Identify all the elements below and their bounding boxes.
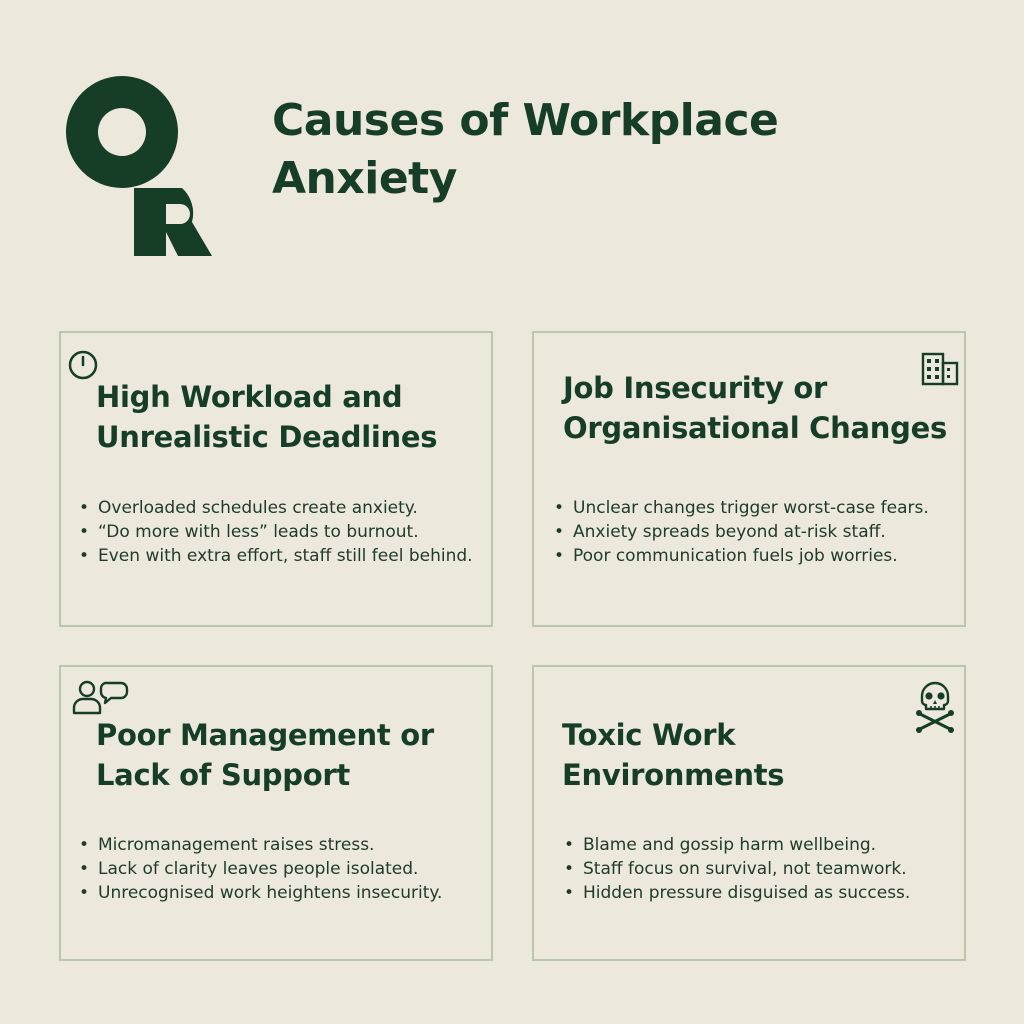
list-item: • Staff focus on survival, not teamwork. <box>564 857 910 881</box>
list-item: • Overloaded schedules create anxiety. <box>79 496 473 520</box>
card-title: Job Insecurity or Organisational Changes <box>563 371 947 445</box>
list-item: • Unrecognised work heightens insecurity. <box>79 881 442 905</box>
bullet-list <box>79 496 473 568</box>
bullet-list <box>554 496 929 568</box>
skull-crossbones-icon <box>914 679 956 733</box>
list-item: • Anxiety spreads beyond at-risk staff. <box>554 520 929 544</box>
card-poor-management <box>59 665 493 961</box>
list-item: • Micromanagement raises stress. <box>79 833 442 857</box>
page-title-line1: Causes of Workplace <box>272 95 779 146</box>
list-item: • Even with extra effort, staff still feel behind. <box>79 544 473 568</box>
list-item: • Hidden pressure disguised as success. <box>564 881 910 905</box>
list-item: • Unclear changes trigger worst-case fears. <box>554 496 929 520</box>
bullet-list <box>564 833 910 905</box>
or-logo <box>62 72 222 262</box>
card-title: Toxic Work Environments <box>562 718 785 792</box>
card-high-workload <box>59 331 493 627</box>
list-item: • “Do more with less” leads to burnout. <box>79 520 473 544</box>
page-title <box>272 92 778 208</box>
list-item: • Poor communication fuels job worries. <box>554 544 929 568</box>
list-item: • Blame and gossip harm wellbeing. <box>564 833 910 857</box>
list-item: • Lack of clarity leaves people isolated. <box>79 857 442 881</box>
card-title: Poor Management or Lack of Support <box>96 718 434 792</box>
card-title: High Workload and Unrealistic Deadlines <box>96 380 438 454</box>
card-toxic-environments <box>532 665 966 961</box>
page-title-line2: Anxiety <box>272 153 457 204</box>
card-job-insecurity <box>532 331 966 627</box>
person-speech-icon <box>69 677 131 717</box>
bullet-list <box>79 833 442 905</box>
clock-icon <box>66 348 100 382</box>
